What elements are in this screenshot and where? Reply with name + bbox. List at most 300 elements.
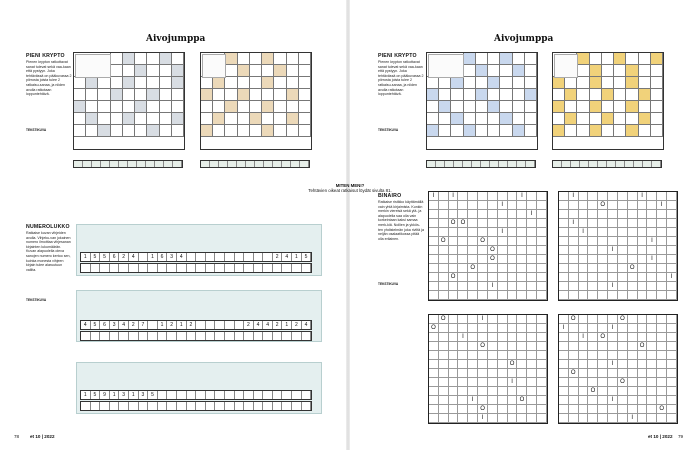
binairo-cell[interactable] — [608, 255, 618, 264]
numerolukko-answer-cell[interactable] — [91, 264, 101, 272]
numerolukko-answer-cell[interactable] — [158, 332, 168, 340]
binairo-cell[interactable] — [439, 273, 449, 282]
binairo-cell[interactable] — [588, 228, 598, 237]
binairo-cell[interactable] — [517, 414, 527, 423]
binairo-cell[interactable] — [588, 192, 598, 201]
binairo-cell[interactable] — [537, 291, 547, 300]
binairo-cell[interactable]: I — [667, 273, 677, 282]
binairo-cell[interactable] — [588, 396, 598, 405]
binairo-cell[interactable] — [647, 315, 657, 324]
binairo-cell[interactable] — [468, 228, 478, 237]
binairo-cell[interactable] — [559, 201, 569, 210]
binairo-cell[interactable] — [478, 324, 488, 333]
binairo-cell[interactable] — [517, 273, 527, 282]
numerolukko-answer-cell[interactable] — [187, 264, 197, 272]
krypto-answer-row-4[interactable] — [552, 160, 662, 168]
binairo-cell[interactable] — [569, 387, 579, 396]
binairo-cell[interactable] — [628, 273, 638, 282]
binairo-cell[interactable]: O — [628, 264, 638, 273]
binairo-cell[interactable] — [667, 282, 677, 291]
binairo-cell[interactable] — [429, 219, 439, 228]
binairo-cell[interactable] — [498, 192, 508, 201]
binairo-cell[interactable] — [537, 255, 547, 264]
binairo-cell[interactable] — [579, 342, 589, 351]
binairo-cell[interactable] — [429, 360, 439, 369]
binairo-cell[interactable] — [527, 405, 537, 414]
binairo-cell[interactable] — [638, 369, 648, 378]
binairo-cell[interactable] — [488, 210, 498, 219]
binairo-cell[interactable]: I — [657, 201, 667, 210]
binairo-cell[interactable] — [608, 219, 618, 228]
binairo-cell[interactable] — [579, 414, 589, 423]
binairo-cell[interactable] — [559, 369, 569, 378]
binairo-cell[interactable] — [449, 324, 459, 333]
numerolukko-answer-cell[interactable] — [100, 402, 110, 410]
binairo-cell[interactable] — [517, 342, 527, 351]
binairo-cell[interactable] — [537, 414, 547, 423]
binairo-cell[interactable] — [537, 324, 547, 333]
binairo-cell[interactable] — [478, 228, 488, 237]
binairo-cell[interactable] — [498, 414, 508, 423]
numerolukko-answer-cell[interactable] — [196, 402, 206, 410]
binairo-cell[interactable] — [498, 315, 508, 324]
binairo-cell[interactable] — [559, 246, 569, 255]
binairo-cell[interactable] — [608, 387, 618, 396]
binairo-cell[interactable] — [527, 282, 537, 291]
numerolukko-answer-cell[interactable] — [177, 264, 187, 272]
binairo-cell[interactable] — [569, 405, 579, 414]
binairo-cell[interactable] — [667, 369, 677, 378]
binairo-cell[interactable] — [667, 264, 677, 273]
numerolukko-answer-cell[interactable] — [177, 402, 187, 410]
numerolukko-answer-cell[interactable] — [292, 264, 302, 272]
binairo-cell[interactable] — [458, 192, 468, 201]
binairo-cell[interactable] — [488, 414, 498, 423]
binairo-cell[interactable] — [618, 282, 628, 291]
binairo-cell[interactable] — [508, 282, 518, 291]
binairo-cell[interactable]: O — [618, 378, 628, 387]
binairo-cell[interactable] — [468, 351, 478, 360]
binairo-cell[interactable] — [559, 291, 569, 300]
binairo-cell[interactable] — [468, 369, 478, 378]
numerolukko-answer-cell[interactable] — [81, 332, 91, 340]
binairo-cell[interactable] — [598, 342, 608, 351]
binairo-cell[interactable] — [458, 396, 468, 405]
binairo-cell[interactable] — [468, 324, 478, 333]
binairo-cell[interactable] — [468, 282, 478, 291]
binairo-cell[interactable]: O — [488, 255, 498, 264]
binairo-cell[interactable] — [559, 315, 569, 324]
binairo-cell[interactable] — [458, 405, 468, 414]
binairo-cell[interactable] — [537, 282, 547, 291]
binairo-cell[interactable] — [468, 387, 478, 396]
binairo-cell[interactable] — [537, 192, 547, 201]
binairo-cell[interactable] — [449, 333, 459, 342]
binairo-cell[interactable] — [559, 351, 569, 360]
binairo-cell[interactable] — [439, 264, 449, 273]
binairo-cell[interactable] — [647, 351, 657, 360]
numerolukko-answer-cell[interactable] — [254, 402, 264, 410]
binairo-cell[interactable] — [657, 315, 667, 324]
binairo-cell[interactable] — [667, 192, 677, 201]
binairo-cell[interactable] — [508, 192, 518, 201]
binairo-cell[interactable] — [527, 342, 537, 351]
binairo-cell[interactable] — [598, 219, 608, 228]
numerolukko-answer-cell[interactable] — [139, 402, 149, 410]
binairo-cell[interactable] — [488, 264, 498, 273]
binairo-cell[interactable] — [468, 237, 478, 246]
binairo-cell[interactable] — [598, 405, 608, 414]
binairo-cell[interactable] — [618, 333, 628, 342]
binairo-cell[interactable] — [588, 291, 598, 300]
binairo-cell[interactable] — [508, 228, 518, 237]
binairo-cell[interactable]: I — [608, 396, 618, 405]
binairo-grid-2[interactable] — [558, 191, 678, 301]
binairo-cell[interactable]: I — [458, 333, 468, 342]
krypto-answer-row-2[interactable] — [200, 160, 310, 168]
binairo-cell[interactable] — [657, 360, 667, 369]
binairo-cell[interactable]: I — [569, 192, 579, 201]
numerolukko-answer-cell[interactable] — [282, 402, 292, 410]
binairo-cell[interactable] — [508, 246, 518, 255]
binairo-cell[interactable] — [478, 378, 488, 387]
numerolukko-answer-cell[interactable] — [158, 264, 168, 272]
binairo-cell[interactable] — [579, 246, 589, 255]
binairo-cell[interactable] — [579, 192, 589, 201]
binairo-cell[interactable] — [647, 387, 657, 396]
binairo-cell[interactable] — [429, 291, 439, 300]
binairo-cell[interactable] — [588, 342, 598, 351]
binairo-cell[interactable] — [598, 291, 608, 300]
binairo-cell[interactable] — [608, 342, 618, 351]
numerolukko-answer-cell[interactable] — [187, 402, 197, 410]
binairo-cell[interactable] — [628, 360, 638, 369]
binairo-cell[interactable] — [439, 282, 449, 291]
binairo-cell[interactable] — [618, 246, 628, 255]
binairo-cell[interactable] — [618, 387, 628, 396]
binairo-cell[interactable]: I — [559, 324, 569, 333]
binairo-cell[interactable] — [527, 360, 537, 369]
numerolukko-answer-cell[interactable] — [129, 402, 139, 410]
binairo-cell[interactable] — [498, 360, 508, 369]
binairo-cell[interactable] — [667, 333, 677, 342]
binairo-cell[interactable] — [508, 333, 518, 342]
binairo-cell[interactable] — [569, 210, 579, 219]
binairo-cell[interactable] — [498, 246, 508, 255]
binairo-cell[interactable] — [478, 291, 488, 300]
numerolukko-answer-cell[interactable] — [81, 402, 91, 410]
binairo-cell[interactable] — [488, 219, 498, 228]
binairo-cell[interactable] — [517, 360, 527, 369]
binairo-cell[interactable] — [429, 405, 439, 414]
binairo-cell[interactable] — [449, 369, 459, 378]
binairo-cell[interactable] — [527, 396, 537, 405]
binairo-cell[interactable] — [647, 264, 657, 273]
binairo-cell[interactable] — [498, 351, 508, 360]
binairo-cell[interactable] — [527, 273, 537, 282]
binairo-cell[interactable] — [468, 246, 478, 255]
binairo-cell[interactable] — [429, 342, 439, 351]
numerolukko-answer-cell[interactable] — [196, 264, 206, 272]
binairo-cell[interactable] — [458, 351, 468, 360]
binairo-cell[interactable] — [458, 324, 468, 333]
binairo-cell[interactable] — [647, 360, 657, 369]
binairo-cell[interactable] — [608, 192, 618, 201]
binairo-cell[interactable] — [569, 396, 579, 405]
binairo-cell[interactable] — [638, 291, 648, 300]
binairo-cell[interactable] — [468, 210, 478, 219]
binairo-cell[interactable] — [429, 396, 439, 405]
binairo-cell[interactable] — [498, 255, 508, 264]
binairo-cell[interactable] — [458, 414, 468, 423]
binairo-cell[interactable] — [527, 414, 537, 423]
binairo-cell[interactable] — [488, 201, 498, 210]
binairo-cell[interactable] — [618, 237, 628, 246]
binairo-cell[interactable]: I — [647, 255, 657, 264]
binairo-cell[interactable] — [618, 201, 628, 210]
binairo-cell[interactable] — [647, 369, 657, 378]
binairo-cell[interactable] — [559, 228, 569, 237]
binairo-cell[interactable] — [647, 333, 657, 342]
binairo-cell[interactable] — [458, 315, 468, 324]
binairo-cell[interactable] — [429, 273, 439, 282]
numerolukko-answer-cell[interactable] — [302, 264, 312, 272]
binairo-cell[interactable]: I — [508, 378, 518, 387]
binairo-cell[interactable] — [559, 342, 569, 351]
binairo-cell[interactable]: O — [598, 333, 608, 342]
numerolukko-answer-row-2[interactable] — [80, 331, 312, 341]
binairo-cell[interactable] — [638, 387, 648, 396]
binairo-cell[interactable] — [478, 333, 488, 342]
binairo-cell[interactable] — [498, 369, 508, 378]
binairo-cell[interactable]: I — [647, 237, 657, 246]
binairo-cell[interactable] — [638, 228, 648, 237]
binairo-cell[interactable] — [458, 210, 468, 219]
binairo-cell[interactable] — [638, 246, 648, 255]
binairo-cell[interactable] — [439, 414, 449, 423]
numerolukko-answer-cell[interactable] — [244, 264, 254, 272]
binairo-cell[interactable] — [537, 333, 547, 342]
binairo-cell[interactable] — [439, 333, 449, 342]
binairo-cell[interactable] — [598, 351, 608, 360]
binairo-cell[interactable] — [588, 282, 598, 291]
binairo-cell[interactable] — [608, 405, 618, 414]
binairo-cell[interactable]: I — [628, 414, 638, 423]
numerolukko-answer-cell[interactable] — [81, 264, 91, 272]
binairo-cell[interactable] — [488, 351, 498, 360]
binairo-cell[interactable] — [488, 396, 498, 405]
binairo-cell[interactable] — [579, 387, 589, 396]
binairo-cell[interactable] — [429, 387, 439, 396]
binairo-cell[interactable]: I — [608, 324, 618, 333]
binairo-cell[interactable] — [468, 378, 478, 387]
binairo-cell[interactable] — [527, 246, 537, 255]
binairo-cell[interactable] — [517, 219, 527, 228]
binairo-cell[interactable] — [647, 192, 657, 201]
binairo-cell[interactable] — [628, 324, 638, 333]
binairo-cell[interactable] — [628, 210, 638, 219]
binairo-cell[interactable] — [478, 210, 488, 219]
binairo-cell[interactable] — [537, 201, 547, 210]
binairo-cell[interactable] — [667, 291, 677, 300]
binairo-cell[interactable] — [667, 342, 677, 351]
binairo-cell[interactable] — [628, 228, 638, 237]
binairo-cell[interactable] — [498, 396, 508, 405]
binairo-cell[interactable] — [667, 378, 677, 387]
binairo-cell[interactable] — [598, 192, 608, 201]
binairo-cell[interactable] — [638, 264, 648, 273]
binairo-cell[interactable] — [559, 387, 569, 396]
binairo-cell[interactable] — [608, 201, 618, 210]
binairo-cell[interactable] — [638, 201, 648, 210]
binairo-cell[interactable] — [569, 291, 579, 300]
binairo-cell[interactable] — [598, 378, 608, 387]
binairo-cell[interactable] — [439, 201, 449, 210]
binairo-cell[interactable] — [537, 219, 547, 228]
binairo-cell[interactable] — [527, 333, 537, 342]
binairo-cell[interactable] — [488, 273, 498, 282]
binairo-cell[interactable] — [618, 291, 628, 300]
binairo-cell[interactable] — [628, 201, 638, 210]
binairo-cell[interactable]: O — [449, 273, 459, 282]
binairo-cell[interactable] — [579, 291, 589, 300]
binairo-cell[interactable] — [618, 192, 628, 201]
binairo-cell[interactable] — [439, 210, 449, 219]
binairo-cell[interactable] — [517, 315, 527, 324]
binairo-cell[interactable] — [537, 315, 547, 324]
binairo-cell[interactable] — [647, 201, 657, 210]
binairo-cell[interactable] — [449, 342, 459, 351]
binairo-cell[interactable] — [449, 405, 459, 414]
binairo-cell[interactable]: I — [478, 414, 488, 423]
binairo-cell[interactable] — [598, 396, 608, 405]
binairo-cell[interactable]: O — [588, 387, 598, 396]
binairo-cell[interactable] — [647, 210, 657, 219]
binairo-cell[interactable] — [527, 378, 537, 387]
binairo-cell[interactable] — [498, 273, 508, 282]
binairo-cell[interactable] — [527, 228, 537, 237]
binairo-cell[interactable] — [537, 210, 547, 219]
binairo-cell[interactable] — [517, 351, 527, 360]
binairo-cell[interactable] — [657, 378, 667, 387]
binairo-cell[interactable] — [439, 387, 449, 396]
binairo-cell[interactable] — [559, 360, 569, 369]
binairo-cell[interactable] — [478, 387, 488, 396]
binairo-cell[interactable] — [478, 360, 488, 369]
binairo-cell[interactable] — [458, 378, 468, 387]
numerolukko-answer-cell[interactable] — [302, 332, 312, 340]
binairo-cell[interactable] — [667, 315, 677, 324]
numerolukko-answer-cell[interactable] — [273, 332, 283, 340]
binairo-cell[interactable] — [449, 282, 459, 291]
binairo-cell[interactable] — [667, 210, 677, 219]
binairo-cell[interactable] — [449, 246, 459, 255]
numerolukko-answer-cell[interactable] — [302, 402, 312, 410]
binairo-cell[interactable] — [439, 360, 449, 369]
binairo-cell[interactable] — [559, 219, 569, 228]
binairo-cell[interactable] — [439, 246, 449, 255]
binairo-cell[interactable] — [537, 342, 547, 351]
binairo-cell[interactable] — [498, 333, 508, 342]
binairo-cell[interactable] — [628, 192, 638, 201]
binairo-cell[interactable] — [638, 333, 648, 342]
binairo-cell[interactable] — [429, 255, 439, 264]
binairo-cell[interactable] — [478, 282, 488, 291]
binairo-cell[interactable] — [517, 324, 527, 333]
binairo-cell[interactable] — [498, 378, 508, 387]
binairo-cell[interactable] — [588, 264, 598, 273]
binairo-cell[interactable] — [468, 342, 478, 351]
numerolukko-answer-cell[interactable] — [263, 264, 273, 272]
numerolukko-answer-cell[interactable] — [273, 402, 283, 410]
binairo-cell[interactable] — [488, 378, 498, 387]
numerolukko-answer-row-1[interactable] — [80, 263, 312, 273]
binairo-cell[interactable] — [638, 378, 648, 387]
binairo-cell[interactable] — [588, 315, 598, 324]
binairo-cell[interactable] — [569, 237, 579, 246]
binairo-cell[interactable] — [588, 273, 598, 282]
binairo-cell[interactable] — [478, 201, 488, 210]
binairo-cell[interactable] — [468, 360, 478, 369]
binairo-cell[interactable] — [618, 324, 628, 333]
binairo-cell[interactable] — [478, 369, 488, 378]
binairo-cell[interactable] — [647, 219, 657, 228]
binairo-cell[interactable] — [488, 387, 498, 396]
binairo-cell[interactable]: O — [478, 342, 488, 351]
numerolukko-answer-cell[interactable] — [235, 402, 245, 410]
binairo-cell[interactable] — [588, 405, 598, 414]
binairo-cell[interactable] — [559, 237, 569, 246]
binairo-cell[interactable] — [439, 342, 449, 351]
binairo-cell[interactable] — [478, 264, 488, 273]
numerolukko-answer-cell[interactable] — [215, 264, 225, 272]
binairo-cell[interactable] — [588, 219, 598, 228]
binairo-cell[interactable] — [647, 282, 657, 291]
binairo-cell[interactable] — [608, 273, 618, 282]
binairo-grid-1[interactable] — [428, 191, 548, 301]
binairo-cell[interactable] — [657, 342, 667, 351]
binairo-cell[interactable] — [579, 396, 589, 405]
binairo-cell[interactable]: I — [608, 246, 618, 255]
binairo-cell[interactable] — [638, 210, 648, 219]
numerolukko-answer-cell[interactable] — [292, 402, 302, 410]
binairo-cell[interactable] — [429, 414, 439, 423]
binairo-cell[interactable] — [527, 255, 537, 264]
binairo-cell[interactable] — [598, 387, 608, 396]
binairo-cell[interactable] — [488, 369, 498, 378]
binairo-cell[interactable] — [468, 315, 478, 324]
binairo-cell[interactable] — [647, 396, 657, 405]
binairo-cell[interactable] — [657, 237, 667, 246]
binairo-cell[interactable] — [458, 228, 468, 237]
binairo-cell[interactable] — [667, 201, 677, 210]
binairo-cell[interactable] — [579, 351, 589, 360]
binairo-cell[interactable] — [588, 414, 598, 423]
binairo-cell[interactable]: I — [488, 282, 498, 291]
numerolukko-answer-cell[interactable] — [167, 402, 177, 410]
binairo-cell[interactable] — [458, 246, 468, 255]
binairo-cell[interactable] — [608, 333, 618, 342]
binairo-cell[interactable] — [429, 210, 439, 219]
binairo-cell[interactable] — [449, 360, 459, 369]
binairo-cell[interactable] — [439, 369, 449, 378]
binairo-cell[interactable] — [517, 387, 527, 396]
binairo-cell[interactable] — [537, 351, 547, 360]
binairo-cell[interactable] — [579, 378, 589, 387]
binairo-cell[interactable] — [449, 264, 459, 273]
binairo-cell[interactable] — [598, 273, 608, 282]
binairo-cell[interactable] — [449, 387, 459, 396]
